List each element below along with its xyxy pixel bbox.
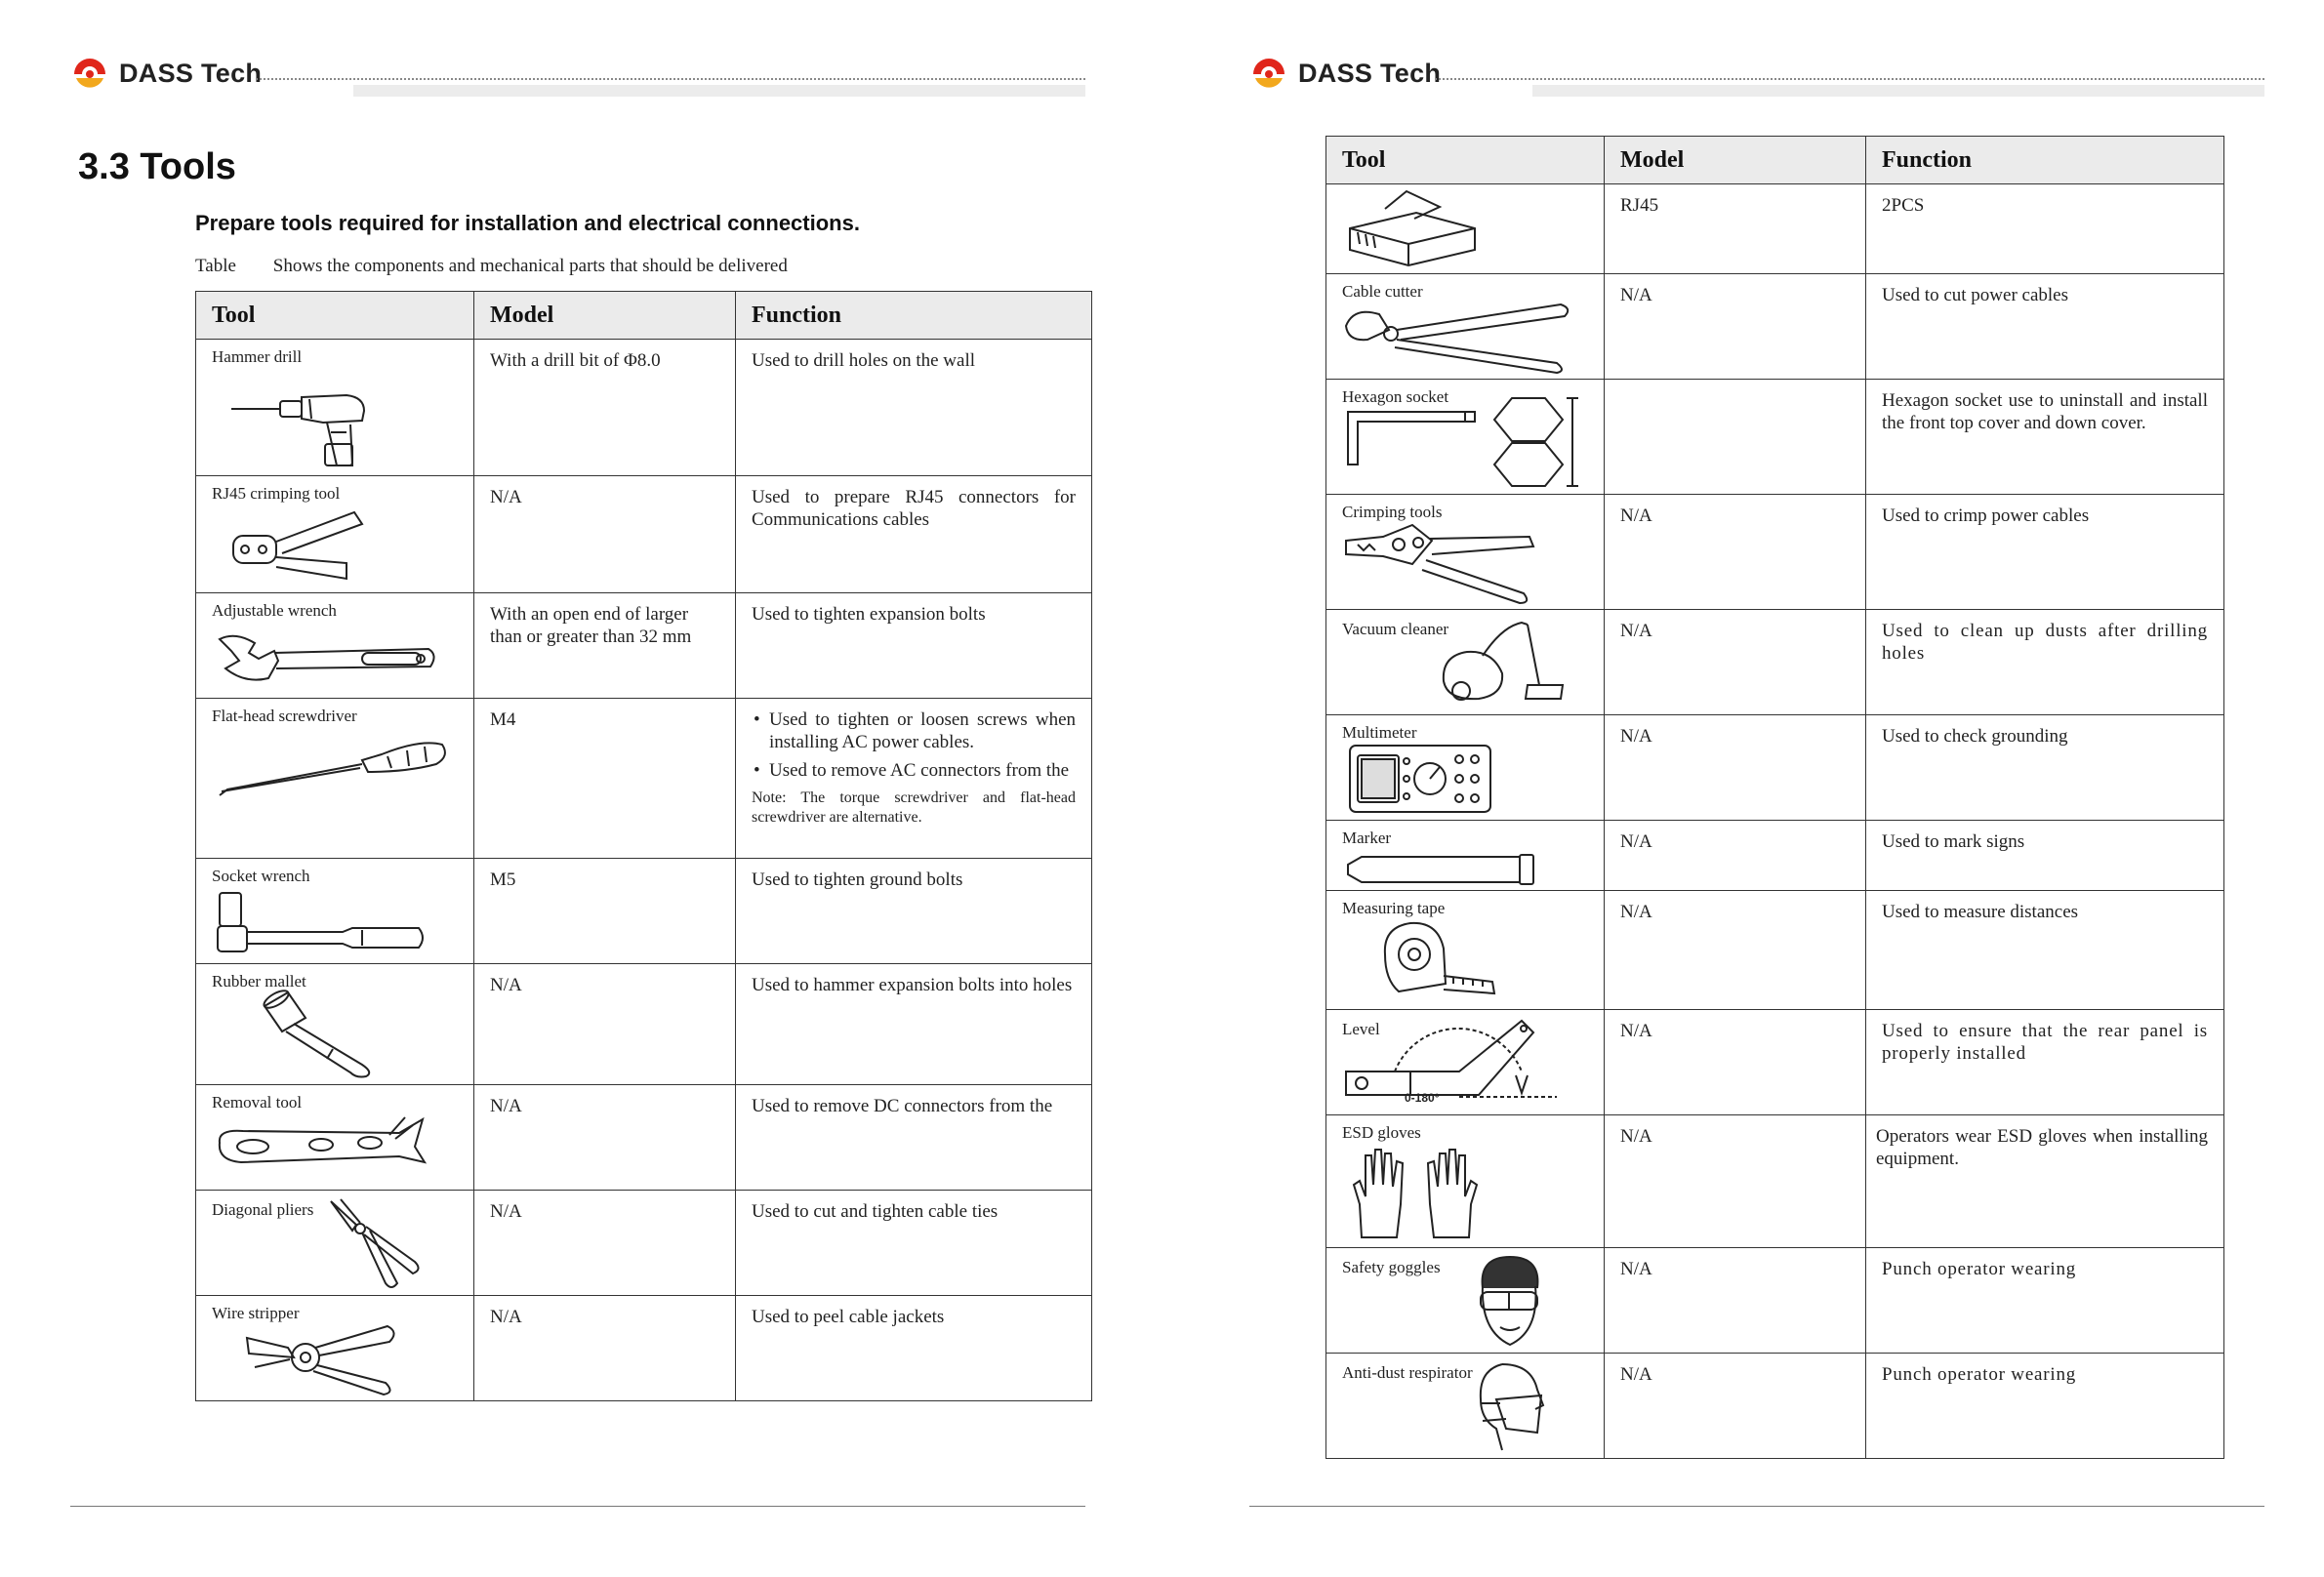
function-cell: Used to crimp power cables — [1866, 495, 2224, 610]
header-model: Model — [1605, 137, 1866, 184]
function-bullet: • Used to remove AC connectors from the — [769, 759, 1076, 782]
function-cell: Punch operator wearing — [1866, 1248, 2224, 1354]
tool-cell — [1326, 1248, 1605, 1354]
function-cell: Used to cut and tighten cable ties — [736, 1191, 1092, 1296]
model-cell: N/A — [1605, 1115, 1866, 1248]
model-cell: With a drill bit of Φ8.0 — [474, 340, 736, 476]
table-caption — [195, 256, 788, 277]
tool-cell — [1326, 610, 1605, 715]
tool-cell — [1326, 1010, 1605, 1115]
table-header-row — [1326, 137, 2224, 184]
tool-cell — [196, 699, 474, 859]
model-cell: N/A — [474, 1296, 736, 1401]
header-model: Model — [474, 292, 736, 340]
tool-name: Flat-head screwdriver — [212, 707, 357, 725]
page-header-left — [70, 55, 1085, 103]
tool-name: Multimeter — [1342, 723, 1417, 742]
tool-cell — [196, 1296, 474, 1401]
adjustable-wrench-icon — [216, 629, 440, 688]
model-cell: N/A — [1605, 274, 1866, 380]
tool-cell — [1326, 891, 1605, 1010]
marker-icon — [1344, 853, 1539, 886]
tool-name: Vacuum cleaner — [1342, 620, 1449, 638]
level-angle-label: 0-180° — [1405, 1091, 1440, 1105]
table-row — [1326, 1248, 2224, 1354]
table-row — [1326, 1115, 2224, 1248]
tool-cell — [1326, 274, 1605, 380]
table-row — [1326, 821, 2224, 891]
cable-cutter-icon — [1340, 301, 1574, 375]
tool-name: Diagonal pliers — [212, 1200, 314, 1219]
page-header-right — [1249, 55, 2264, 103]
tool-cell — [196, 964, 474, 1085]
function-note: Note: The torque screwdriver and flat-head screwdriver are alternative. — [752, 788, 1076, 827]
table-row — [196, 1296, 1092, 1401]
header-grey-bar — [353, 85, 1085, 97]
caption-label: Table — [195, 256, 236, 276]
tool-cell — [1326, 380, 1605, 495]
table-row — [196, 476, 1092, 593]
function-cell: Hexagon socket use to uninstall and install the front top cover and down cover. — [1866, 380, 2224, 495]
table-header-row — [196, 292, 1092, 340]
vacuum-cleaner-icon — [1434, 617, 1570, 710]
rubber-mallet-icon — [255, 989, 382, 1078]
table-row — [1326, 380, 2224, 495]
esd-gloves-icon — [1352, 1146, 1479, 1241]
tool-cell — [196, 593, 474, 699]
function-cell: Used to measure distances — [1866, 891, 2224, 1010]
tool-name: ESD gloves — [1342, 1123, 1421, 1142]
tool-cell — [1326, 821, 1605, 891]
intro-text: Prepare tools required for installation and electrical connections. — [195, 211, 860, 235]
footer-rule-left — [70, 1506, 1085, 1507]
function-cell: Used to ensure that the rear panel is properly installed — [1866, 1010, 2224, 1115]
function-cell: Used to cut power cables — [1866, 274, 2224, 380]
function-cell: Used to tighten expansion bolts — [736, 593, 1092, 699]
header-grey-bar — [1532, 85, 2264, 97]
caption-text: Shows the components and mechanical parts that should be delivered — [272, 256, 788, 276]
tool-cell — [1326, 715, 1605, 821]
tools-table-left — [195, 291, 1092, 1401]
function-cell: Used to hammer expansion bolts into holes — [736, 964, 1092, 1085]
header-dotted-rule — [256, 78, 1085, 80]
table-row — [196, 1191, 1092, 1296]
removal-tool-icon — [214, 1113, 428, 1174]
model-cell: N/A — [474, 1191, 736, 1296]
function-cell: 2PCS — [1866, 184, 2224, 274]
model-cell — [1605, 380, 1866, 495]
tools-table-right — [1325, 136, 2224, 1459]
model-cell: N/A — [1605, 610, 1866, 715]
model-cell: M4 — [474, 699, 736, 859]
function-bullet: • Used to tighten or loosen screws when installing AC power cables. — [769, 708, 1076, 753]
function-cell: Operators wear ESD gloves when installing equipment. — [1866, 1115, 2224, 1248]
function-cell: Used to remove DC connectors from the — [736, 1085, 1092, 1191]
measuring-tape-icon — [1375, 915, 1502, 1005]
tool-cell — [196, 1191, 474, 1296]
tool-name: Socket wrench — [212, 867, 310, 885]
header-dotted-rule — [1435, 78, 2264, 80]
tool-cell — [1326, 495, 1605, 610]
table-row — [196, 699, 1092, 859]
function-cell: Used to clean up dusts after drilling holes — [1866, 610, 2224, 715]
table-row — [1326, 891, 2224, 1010]
header-function: Function — [736, 292, 1092, 340]
brand-name: DASS Tech — [119, 59, 263, 88]
function-cell: Used to check grounding — [1866, 715, 2224, 821]
model-cell: N/A — [1605, 495, 1866, 610]
tool-name: Marker — [1342, 829, 1392, 847]
model-cell: N/A — [1605, 891, 1866, 1010]
model-cell: N/A — [1605, 1248, 1866, 1354]
table-row — [1326, 610, 2224, 715]
table-row — [196, 593, 1092, 699]
function-cell: Used to mark signs — [1866, 821, 2224, 891]
tool-cell — [196, 340, 474, 476]
table-row — [196, 859, 1092, 964]
model-cell: N/A — [474, 1085, 736, 1191]
dass-logo-icon — [70, 55, 109, 94]
function-cell: Used to drill holes on the wall — [736, 340, 1092, 476]
tool-cell — [1326, 1115, 1605, 1248]
tool-cell — [1326, 184, 1605, 274]
model-cell: RJ45 — [1605, 184, 1866, 274]
tool-name: Level — [1342, 1020, 1380, 1038]
tool-name: Hammer drill — [212, 347, 303, 366]
model-cell: M5 — [474, 859, 736, 964]
table-row — [1326, 1010, 2224, 1115]
anti-dust-respirator-icon — [1473, 1360, 1551, 1454]
tool-name: Measuring tape — [1342, 899, 1446, 917]
tool-cell — [196, 476, 474, 593]
multimeter-icon — [1348, 744, 1494, 814]
model-cell: N/A — [1605, 1010, 1866, 1115]
table-row — [1326, 184, 2224, 274]
footer-rule-right — [1249, 1506, 2264, 1507]
model-cell: With an open end of larger than or greater than 32 mm — [474, 593, 736, 699]
model-cell: N/A — [1605, 715, 1866, 821]
function-cell — [736, 699, 1092, 859]
table-row — [1326, 1354, 2224, 1459]
safety-goggles-icon — [1473, 1253, 1545, 1349]
tool-name: Hexagon socket — [1342, 387, 1449, 406]
function-bullets — [752, 708, 1076, 783]
header-tool: Tool — [1326, 137, 1605, 184]
tool-name: RJ45 crimping tool — [212, 484, 341, 503]
tool-cell — [196, 859, 474, 964]
table-row — [196, 1085, 1092, 1191]
hammer-drill-icon — [229, 382, 376, 471]
model-cell: N/A — [1605, 821, 1866, 891]
tool-name: Anti-dust respirator — [1342, 1363, 1473, 1382]
wire-stripper-icon — [245, 1318, 401, 1396]
tool-name: Removal tool — [212, 1093, 303, 1112]
function-cell: Punch operator wearing — [1866, 1354, 2224, 1459]
diagonal-pliers-icon — [327, 1197, 425, 1291]
tool-cell — [1326, 1354, 1605, 1459]
header-tool: Tool — [196, 292, 474, 340]
tool-name: Wire stripper — [212, 1304, 300, 1322]
table-row — [1326, 495, 2224, 610]
flat-head-screwdriver-icon — [216, 735, 450, 799]
rj45-connector-icon — [1346, 189, 1483, 269]
table-row — [196, 340, 1092, 476]
tool-name: Crimping tools — [1342, 503, 1443, 521]
crimping-tool-icon — [1344, 521, 1539, 605]
rj45-crimping-tool-icon — [231, 506, 378, 585]
tool-name: Rubber mallet — [212, 972, 306, 991]
tool-name: Adjustable wrench — [212, 601, 337, 620]
tool-name: Cable cutter — [1342, 282, 1423, 301]
dass-logo-icon — [1249, 55, 1288, 94]
function-cell: Used to prepare RJ45 connectors for Communications cables — [736, 476, 1092, 593]
socket-wrench-icon — [216, 889, 430, 957]
tool-name: Safety goggles — [1342, 1258, 1441, 1276]
function-cell: Used to peel cable jackets — [736, 1296, 1092, 1401]
header-function: Function — [1866, 137, 2224, 184]
brand-name: DASS Tech — [1298, 59, 1442, 88]
table-row — [196, 964, 1092, 1085]
section-title: 3.3 Tools — [78, 146, 236, 187]
model-cell: N/A — [474, 476, 736, 593]
model-cell: N/A — [474, 964, 736, 1085]
model-cell: N/A — [1605, 1354, 1866, 1459]
function-cell: Used to tighten ground bolts — [736, 859, 1092, 964]
tool-cell — [196, 1085, 474, 1191]
table-row — [1326, 715, 2224, 821]
table-row — [1326, 274, 2224, 380]
